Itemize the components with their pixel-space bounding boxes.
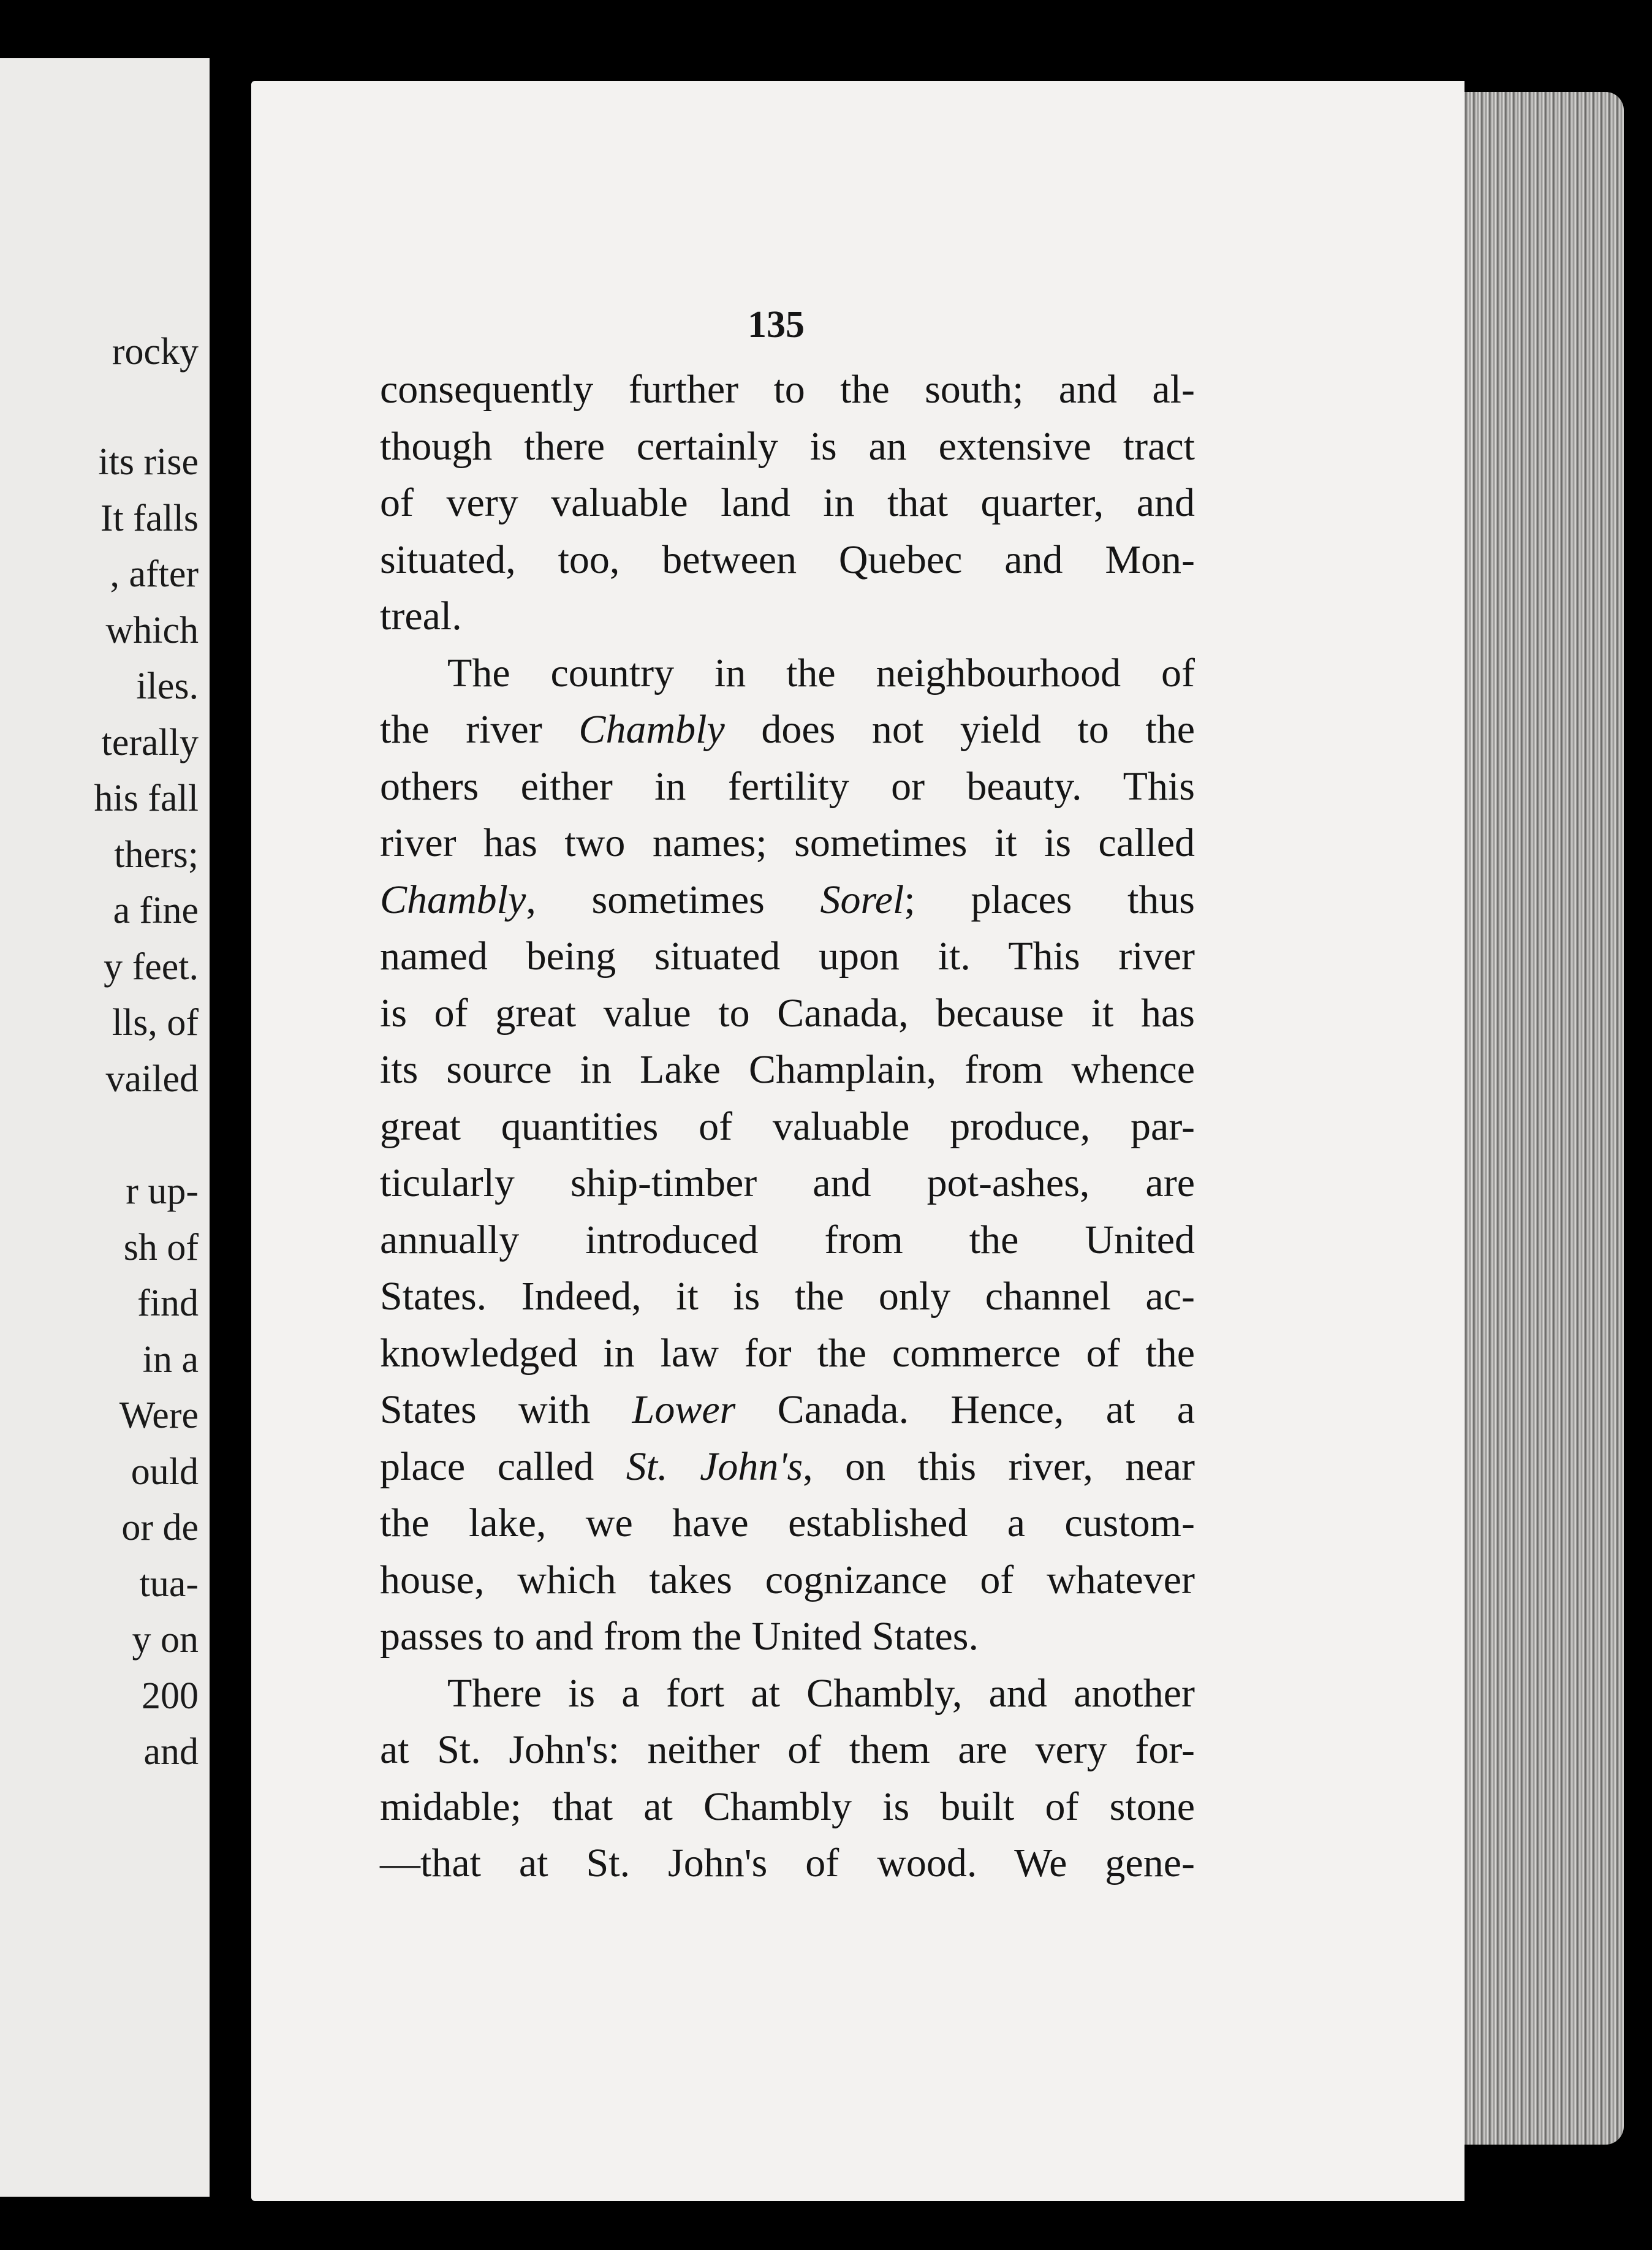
left-fragment: ould	[131, 1451, 199, 1493]
text-line	[380, 588, 1195, 645]
text-segment: river has two names; sometimes it is called	[380, 820, 1195, 865]
text-line	[380, 1382, 1195, 1439]
text-line	[380, 419, 1195, 475]
book-gutter	[210, 0, 252, 2250]
italic-text: Lower	[632, 1387, 736, 1432]
text-segment: ; places thus	[904, 877, 1195, 922]
left-fragment: 200	[142, 1675, 199, 1717]
left-fragment: lls, of	[112, 1002, 199, 1044]
left-facing-page	[0, 58, 210, 2197]
left-fragment: find	[137, 1282, 199, 1324]
left-fragment: his fall	[94, 778, 199, 819]
text-segment: place called	[380, 1444, 626, 1489]
page-number: 135	[748, 304, 805, 346]
text-segment: at St. John's: neither of them are very for-	[380, 1727, 1195, 1772]
text-segment: midable; that at Chambly is built of stone	[380, 1784, 1195, 1829]
text-line	[380, 645, 1195, 702]
italic-text: Chambly	[578, 707, 725, 752]
text-line	[380, 1042, 1195, 1099]
left-fragment: y feet.	[104, 946, 199, 988]
text-segment: house, which takes cognizance of whatever	[380, 1557, 1195, 1602]
text-line	[380, 702, 1195, 759]
text-segment: consequently further to the south; and al-	[380, 367, 1195, 412]
text-line	[380, 1665, 1195, 1722]
text-line	[380, 1268, 1195, 1325]
text-segment: does not yield to the	[724, 707, 1195, 752]
left-fragment: or de	[121, 1507, 199, 1548]
left-fragment: r up-	[126, 1170, 199, 1212]
text-line	[380, 1439, 1195, 1496]
text-segment: States with	[380, 1387, 632, 1432]
italic-text: St. John's	[626, 1444, 803, 1489]
text-line	[380, 475, 1195, 532]
text-segment: named being situated upon it. This river	[380, 934, 1195, 979]
page-edges	[1452, 92, 1624, 2145]
text-line	[380, 532, 1195, 589]
text-line	[380, 759, 1195, 816]
text-line	[380, 1495, 1195, 1552]
left-fragment: , after	[110, 553, 199, 595]
page-body-text	[380, 362, 1195, 1892]
text-segment: its source in Lake Champlain, from whence	[380, 1047, 1195, 1092]
text-line	[380, 928, 1195, 985]
left-fragment: iles.	[136, 665, 199, 707]
text-segment: —that at St. John's of wood. We gene-	[380, 1841, 1195, 1885]
text-line	[380, 1212, 1195, 1269]
text-line	[380, 1099, 1195, 1156]
text-line	[380, 362, 1195, 419]
text-segment: others either in fertility or beauty. This	[380, 763, 1195, 809]
text-line	[380, 985, 1195, 1042]
text-line	[380, 815, 1195, 872]
left-fragment: Were	[119, 1395, 199, 1436]
text-segment: annually introduced from the United	[380, 1217, 1195, 1262]
text-segment: There is a fort at Chambly, and another	[447, 1670, 1195, 1716]
text-line	[380, 872, 1195, 929]
text-line	[380, 1325, 1195, 1382]
left-fragment: a fine	[113, 890, 199, 931]
text-segment: the river	[380, 707, 579, 752]
text-line	[380, 1608, 1195, 1665]
text-segment: knowledged in law for the commerce of the	[380, 1330, 1195, 1376]
text-line	[380, 1835, 1195, 1892]
left-fragment: y on	[132, 1619, 199, 1661]
text-segment: great quantities of valuable produce, par-	[380, 1104, 1195, 1149]
text-line	[380, 1779, 1195, 1836]
left-fragment: tua-	[139, 1563, 199, 1605]
text-line	[380, 1722, 1195, 1779]
left-fragment: its rise	[98, 441, 199, 483]
text-segment: States. Indeed, it is the only channel ac-	[380, 1274, 1195, 1319]
italic-text: Sorel	[820, 877, 904, 922]
text-segment: treal.	[380, 594, 462, 638]
text-segment: situated, too, between Quebec and Mon-	[380, 537, 1195, 582]
left-fragment: It falls	[100, 498, 199, 539]
italic-text: Chambly	[380, 877, 526, 922]
text-line	[380, 1155, 1195, 1212]
text-segment: the lake, we have established a custom-	[380, 1501, 1195, 1545]
text-line	[380, 1552, 1195, 1609]
text-segment: ticularly ship-timber and pot-ashes, are	[380, 1161, 1195, 1205]
left-fragment: rocky	[112, 331, 199, 373]
left-fragment: vailed	[105, 1058, 199, 1100]
text-segment: though there certainly is an extensive tract	[380, 423, 1195, 469]
left-fragment: which	[105, 610, 199, 651]
text-segment: , on this river, near	[803, 1444, 1195, 1489]
text-segment: Canada. Hence, at a	[735, 1387, 1195, 1432]
text-segment: passes to and from the United States.	[380, 1614, 979, 1659]
text-segment: is of great value to Canada, because it has	[380, 990, 1195, 1036]
left-fragment: thers;	[114, 834, 199, 876]
left-fragment: terally	[101, 722, 199, 763]
text-segment: of very valuable land in that quarter, and	[380, 480, 1195, 525]
left-fragment: sh of	[123, 1227, 199, 1268]
left-fragment: and	[143, 1731, 199, 1773]
text-segment: , sometimes	[526, 877, 820, 922]
text-segment: The country in the neighbourhood of	[447, 650, 1195, 695]
left-fragment: in a	[142, 1339, 199, 1381]
